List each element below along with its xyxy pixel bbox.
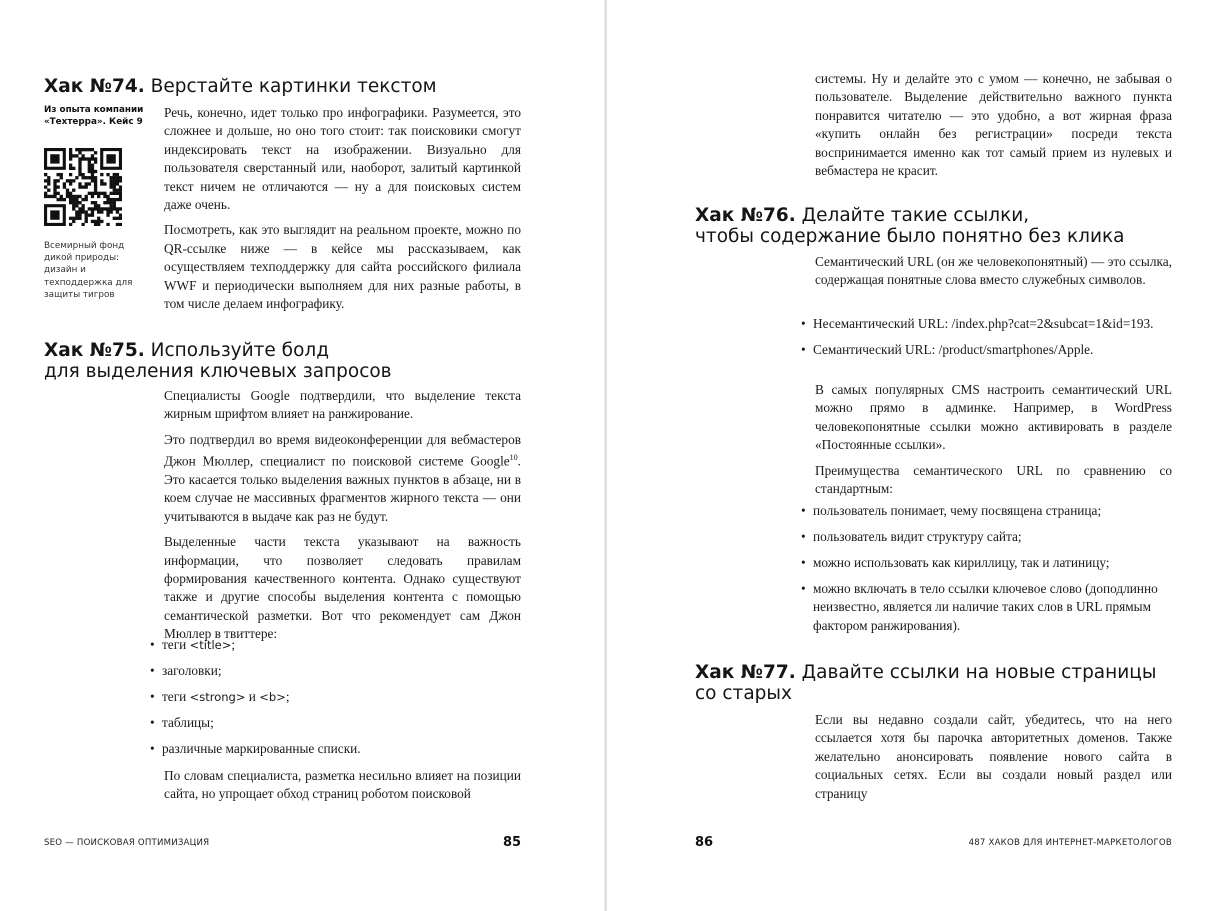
hack-75-number: Хак №75.	[44, 340, 145, 361]
hack-76-benefits-list	[801, 502, 1172, 642]
footnote-ref[interactable]: 10	[509, 453, 518, 463]
hack-77-paragraph-1: Если вы недавно создали сайт, убедитесь, что на него ссылается хотя бы парочка авторитетных доменов. Также желательно анонсировать появление нового сайта в социальных сетях. Если вы создали новый раздел или страницу	[815, 712, 1172, 801]
hack-75-paragraph-3: Выделенные части текста указывают на важность информации, что позволяет следовать правилам формирования качественного контента. Однако существуют также и другие способы выделения контента с помощью семантической разметки. Вот что рекомендует сам Джон Мюллер в твиттере:	[164, 534, 521, 642]
page-number-left: 85	[503, 835, 522, 850]
list-item: • можно использовать как кириллицу, так и латиницу;	[801, 554, 1172, 572]
hack-74-heading	[44, 76, 437, 97]
hack-74-paragraph-2: Посмотреть, как это выглядит на реальном проекте, можно по QR-ссылке ниже — в кейсе мы рассказываем, как осуществляем техподдержку для сайта российского филиала WWF и периодически выполняем для них разные работы, в том числе делаем инфографику.	[164, 222, 521, 312]
hack-75-p2-rest: . Это касается только выделения важных пунктов в абзаце, ни в коем случае не массивных фрагментов жирного текста — они учитываются в выдаче как раз не будут.	[164, 453, 521, 524]
list-item-text: теги	[162, 688, 190, 704]
hack-74-paragraph-1: Речь, конечно, идет только про инфографики. Разумеется, это сложнее и дольше, но оно того стоит: так поисковики смогут индексировать текст на изображении. Визуально для пользователя сверстанный или, наоборот, залитый картинкой текст ничем не отличаются — ну а для поисковых систем даже очень.	[164, 105, 521, 213]
html-tag-strong: <strong>	[189, 689, 246, 704]
list-item	[150, 688, 521, 706]
hack-76-number: Хак №76.	[695, 205, 796, 226]
hack-77-heading	[695, 662, 1156, 704]
html-tag-b: <b>	[259, 689, 286, 704]
hack-76-paragraph-1: Семантический URL (он же человекопонятный) — это ссылка, содержащая понятные слова вместо служебных символов.	[815, 254, 1172, 288]
hack-74-number: Хак №74.	[44, 76, 145, 97]
hack-75-paragraph-2	[164, 431, 521, 526]
continued-paragraph-text: системы. Ну и делайте это с умом — конечно, не забывая о пользователе. Выделение действительно важного пункта понравится читателю — это удобно, а вот жирная фраза «купить онлайн без регистрации» посреди текста воспринимается именно как тот самый прием из нулевых и вебмастера не красит.	[815, 71, 1172, 179]
hack-75-paragraph-1: Специалисты Google подтвердили, что выделение текста жирным шрифтом влияет на ранжирование.	[164, 388, 521, 422]
hack-77-number: Хак №77.	[695, 662, 796, 683]
hack-75-title-line-1: Используйте болд	[150, 340, 330, 361]
left-footer: SEO — ПОИСКОВАЯ ОПТИМИЗАЦИЯ	[44, 838, 210, 848]
hack-77-body	[815, 711, 1172, 810]
hack-76-intro	[815, 253, 1172, 297]
hack-75-title-line-2: для выделения ключевых запросов	[44, 361, 392, 382]
list-item-punct: ;	[231, 637, 236, 652]
page-number-right: 86	[695, 835, 714, 850]
hack-76-body	[815, 381, 1172, 505]
html-tag-title: <title>	[189, 638, 232, 652]
list-item: • Семантический URL: /product/smartphones/Apple.	[801, 341, 1172, 359]
hack-76-heading	[695, 205, 1125, 247]
qr-code-icon[interactable]	[44, 148, 122, 226]
hack-76-title-line-2: чтобы содержание было понятно без клика	[695, 226, 1125, 247]
list-item-punct: ;	[285, 688, 290, 704]
list-item: • Несемантический URL: /index.php?cat=2&subcat=1&id=193.	[801, 315, 1172, 333]
list-item	[150, 636, 521, 654]
hack-77-title-line-1: Давайте ссылки на новые страницы	[801, 662, 1157, 683]
hack-77-title-line-2: со старых	[695, 683, 792, 704]
hack-76-title-line-1: Делайте такие ссылки,	[801, 205, 1030, 226]
hack-76-paragraph-2: В самых популярных CMS настроить семантический URL можно прямо в админке. Например, в WordPress человекопонятные ссылки можно активировать в разделе «Постоянные ссылки».	[815, 382, 1172, 453]
hack-75-paragraph-4-text: По словам специалиста, разметка несильно влияет на позиции сайта, но упрощает обход страниц роботом поисковой	[164, 768, 521, 802]
right-footer: 487 ХАКОВ ДЛЯ ИНТЕРНЕТ-МАРКЕТОЛОГОВ	[968, 838, 1172, 848]
hack-75-p2-text: Это подтвердил во время видеоконференции для вебмастеров Джон Мюллер, специалист по поисковой системе Google	[164, 431, 521, 469]
hack-75-heading	[44, 340, 392, 382]
list-item: • различные маркированные списки.	[150, 740, 521, 758]
continued-paragraph	[815, 70, 1172, 187]
list-item: • таблицы;	[150, 714, 521, 732]
qr-caption: Всемирный фонд дикой природы: дизайн и техподдержка для защиты тигров	[44, 241, 133, 300]
list-item: • пользователь понимает, чему посвящена страница;	[801, 502, 1172, 520]
list-item: • заголовки;	[150, 662, 521, 680]
list-item: • пользователь видит структуру сайта;	[801, 528, 1172, 546]
list-item: • можно включать в тело ссылки ключевое слово (доподлинно неизвестно, является ли наличие таких слов в URL прямым фактором ранжирования).	[801, 580, 1172, 635]
hack-74-title: Верстайте картинки текстом	[150, 76, 437, 97]
sidebar-heading: Из опыта компании «Техтерра». Кейс 9	[44, 105, 144, 128]
hack-76-url-list	[801, 315, 1172, 367]
hack-74-body	[164, 104, 521, 320]
hack-75-paragraph-4	[164, 767, 521, 811]
hack-76-paragraph-3: Преимущества семантического URL по сравнению со стандартным:	[815, 462, 1172, 497]
hack-75-body	[164, 387, 521, 651]
right-page	[607, 0, 1214, 911]
list-item-conj: и	[245, 688, 260, 704]
hack-75-list	[150, 636, 521, 766]
list-item-text: теги	[162, 637, 190, 652]
